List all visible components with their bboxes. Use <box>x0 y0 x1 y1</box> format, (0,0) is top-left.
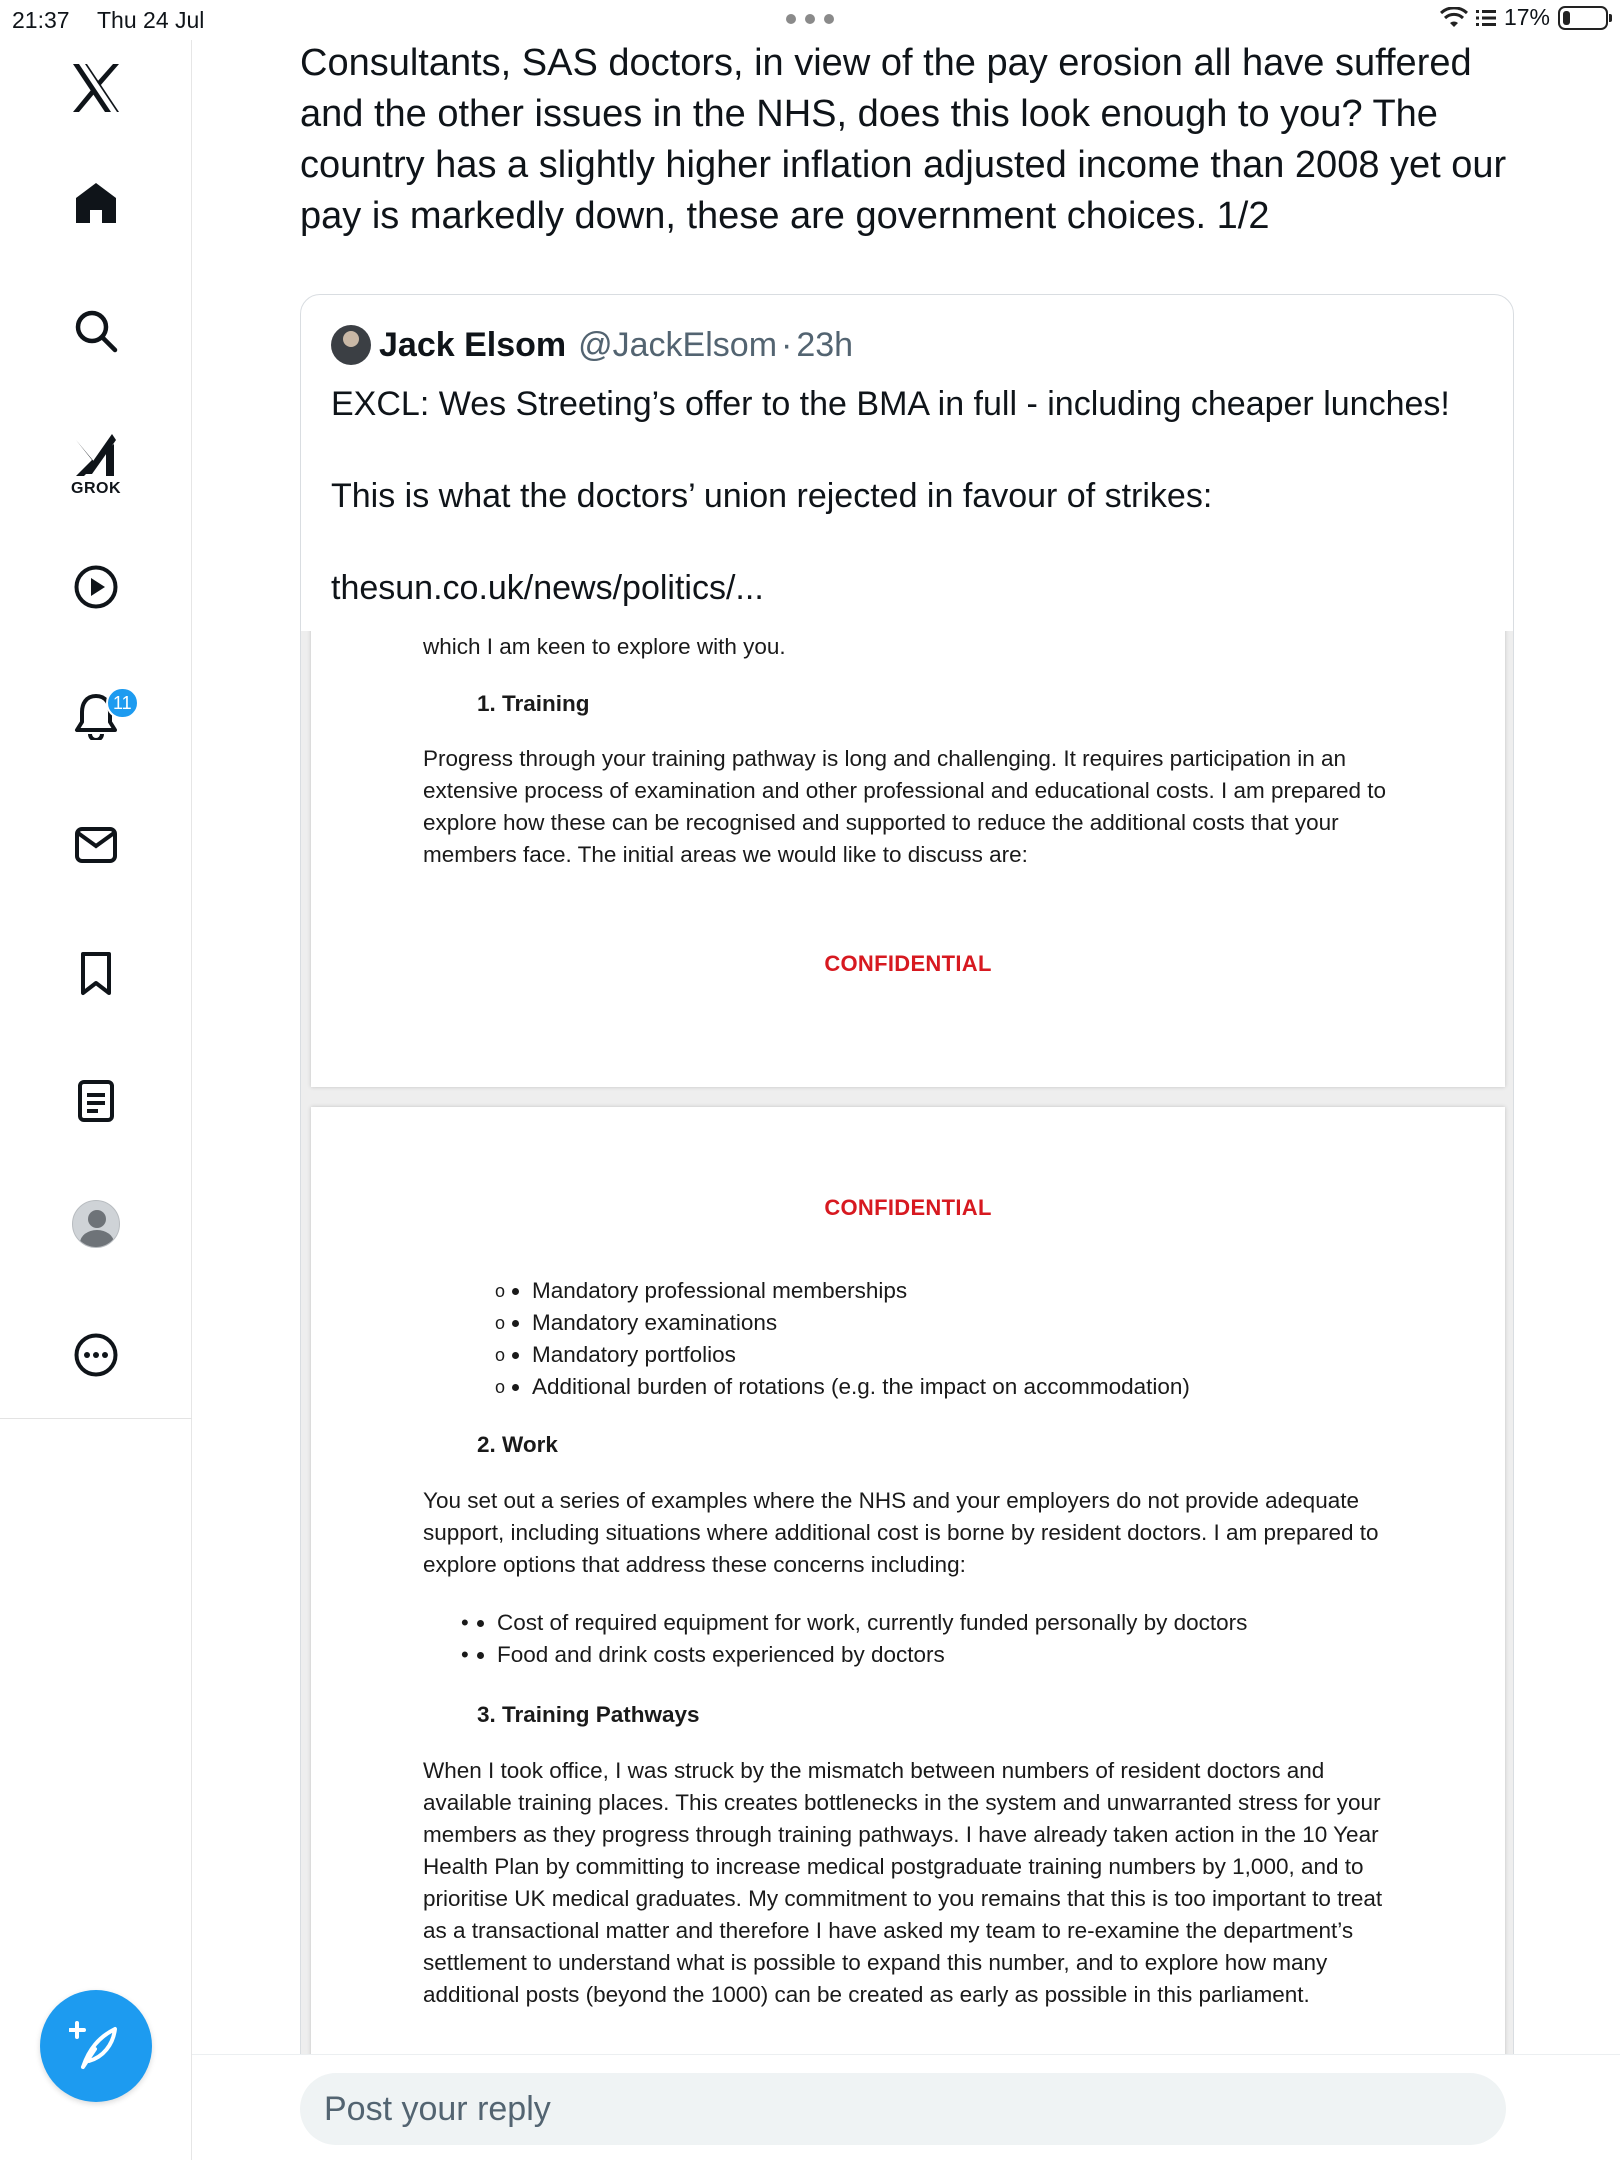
doc-list-item: • o Mandatory portfolios <box>532 1339 1412 1371</box>
notification-badge: 11 <box>106 687 139 719</box>
quote-body <box>331 381 1481 657</box>
x-logo-icon[interactable] <box>0 62 192 114</box>
quote-separator: · <box>781 325 793 364</box>
doc-list-item: • o Mandatory examinations <box>532 1307 1412 1339</box>
battery-icon <box>1558 6 1608 30</box>
wifi-icon <box>1440 7 1468 29</box>
bookmarks-icon[interactable] <box>0 950 192 996</box>
document-image[interactable] <box>301 631 1514 2074</box>
grok-icon[interactable] <box>0 430 192 498</box>
lists-icon[interactable] <box>0 1078 192 1124</box>
status-indicators <box>1440 4 1608 31</box>
doc-section-title: 2. Work <box>477 1432 558 1457</box>
avatar <box>72 1200 120 1248</box>
confidential-label: CONFIDENTIAL <box>824 951 992 976</box>
quote-author-handle[interactable]: @JackElsom <box>578 325 778 364</box>
doc-paragraph: Progress through your training pathway is long and challenging. It requires participation in an extensive process of examination and other professional and educational costs. I am prepared to explore how these can be recognised and supported to reduce the additional costs that your members face. The initial areas we would like to discuss are: <box>423 746 1387 867</box>
search-icon[interactable] <box>0 308 192 354</box>
quote-timestamp[interactable]: 23h <box>796 325 854 364</box>
doc-list-item: • • Food and drink costs experienced by doctors <box>497 1639 1397 1671</box>
sidebar-divider <box>0 1418 192 1419</box>
multitasking-dots-icon[interactable] <box>786 14 834 26</box>
status-bar <box>0 0 1620 40</box>
more-icon[interactable] <box>0 1332 192 1378</box>
sidebar <box>0 40 192 2160</box>
doc-section-title: 1. Training <box>477 691 590 716</box>
quoted-tweet[interactable] <box>300 294 1514 2074</box>
doc-line: which I am keen to explore with you. <box>423 634 786 659</box>
quote-avatar[interactable] <box>331 325 371 365</box>
tweet-text: Consultants, SAS doctors, in view of the pay erosion all have suffered and the other issues in the NHS, does this look enough to you? The country has a slightly higher inflation adjusted income than 2008 yet our pay is markedly down, these are government choices. 1/2 <box>300 42 1507 237</box>
doc-paragraph: When I took office, I was struck by the mismatch between numbers of resident doctors and available training places. This creates bottlenecks in the system and unwarranted stress for your members as they progress through training pathways. I have already taken action in the 10 Year Health Plan by committing to increase medical postgraduate training numbers by 1,000, and to prioritise UK medical graduates. My commitment to you remains that this is too important to treat as a transactional matter and therefore I have asked my team to re-examine the department’s settlement to understand what is possible to expand this number, and to explore how many additional posts (beyond the 1000) can be created as early as possible in this parliament. <box>423 1758 1383 2007</box>
home-icon[interactable] <box>0 180 192 226</box>
reply-input[interactable]: Post your reply <box>300 2073 1506 2145</box>
doc-list-item: • • Cost of required equipment for work, currently funded personally by doctors <box>497 1607 1397 1639</box>
doc-section-title: 3. Training Pathways <box>477 1702 700 1727</box>
doc-bullet-list <box>461 1607 1397 1671</box>
reply-bar <box>192 2054 1620 2160</box>
quote-link[interactable]: thesun.co.uk/news/politics/... <box>331 569 764 607</box>
video-icon[interactable] <box>0 564 192 610</box>
doc-list-item: • o Additional burden of rotations (e.g. the impact on accommodation) <box>532 1371 1412 1403</box>
quote-paragraph: This is what the doctors’ union rejected in favour of strikes: <box>331 477 1213 515</box>
notifications-button[interactable] <box>0 692 192 740</box>
profile-icon[interactable] <box>0 1200 192 1248</box>
doc-sub-list <box>495 1275 1412 1403</box>
confidential-label: CONFIDENTIAL <box>824 1195 992 1220</box>
quote-header <box>331 325 853 365</box>
document-page <box>311 631 1505 1087</box>
battery-percent: 17% <box>1503 4 1550 30</box>
grok-label: GROK <box>71 480 121 497</box>
quote-paragraph: EXCL: Wes Streeting’s offer to the BMA in full - including cheaper lunches! <box>331 385 1450 423</box>
orientation-lock-icon <box>1476 9 1496 27</box>
messages-icon[interactable] <box>0 822 192 868</box>
doc-list-item: • o Mandatory professional memberships <box>532 1275 1412 1307</box>
compose-button[interactable] <box>40 1990 152 2102</box>
document-page <box>311 1107 1505 2074</box>
compose-icon <box>69 2019 123 2073</box>
status-date: Thu 24 Jul <box>97 7 205 33</box>
status-time: 21:37 <box>12 7 70 33</box>
doc-paragraph: You set out a series of examples where the NHS and your employers do not provide adequate support, including situations where additional cost is borne by resident doctors. I am prepared to explore options that address these concerns including: <box>423 1488 1379 1577</box>
quote-author-name[interactable]: Jack Elsom <box>379 325 567 364</box>
